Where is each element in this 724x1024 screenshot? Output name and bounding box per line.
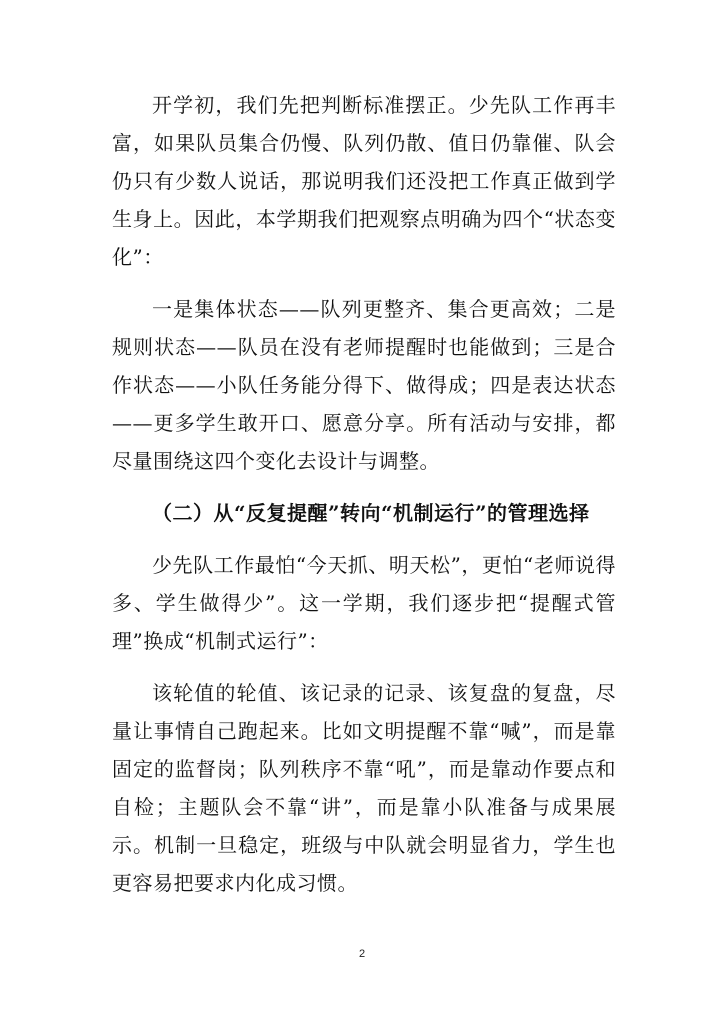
section-heading: （二）从“反复提醒”转向“机制运行”的管理选择 [152,501,590,525]
paragraph-mechanism-intro: 少先队工作最怕“今天抓、明天松”，更怕“老师说得多、学生做得少”。这一学期，我们逐步把“提醒式管理”换成“机制式运行”： [112,553,616,653]
document-body [112,86,616,902]
paragraph-mechanism-detail: 该轮值的轮值、该记录的记录、该复盘的复盘，尽量让事情自己跑起来。比如文明提醒不靠“喊”，而是靠固定的监督岗；队列秩序不靠“吼”，而是靠动作要点和自检；主题队会不靠“讲”，而是靠小队准备与成果展示。机制一旦稳定，班级与中队就会明显省力，学生也更容易把要求内化成习惯。 [112,681,616,895]
paragraph-criteria: 开学初，我们先把判断标准摆正。少先队工作再丰富，如果队员集合仍慢、队列仍散、值日仍靠催、队会仍只有少数人说话，那说明我们还没把工作真正做到学生身上。因此，本学期我们把观察点明确为四个“状态变化”： [112,93,616,269]
paragraph-four-states: 一是集体状态——队列更整齐、集合更高效；二是规则状态——队员在没有老师提醒时也能做到；三是合作状态——小队任务能分得下、做得成；四是表达状态——更多学生敢开口、愿意分享。所有活动与安排，都尽量围绕这四个变化去设计与调整。 [112,297,616,473]
page-number: 2 [358,948,366,960]
